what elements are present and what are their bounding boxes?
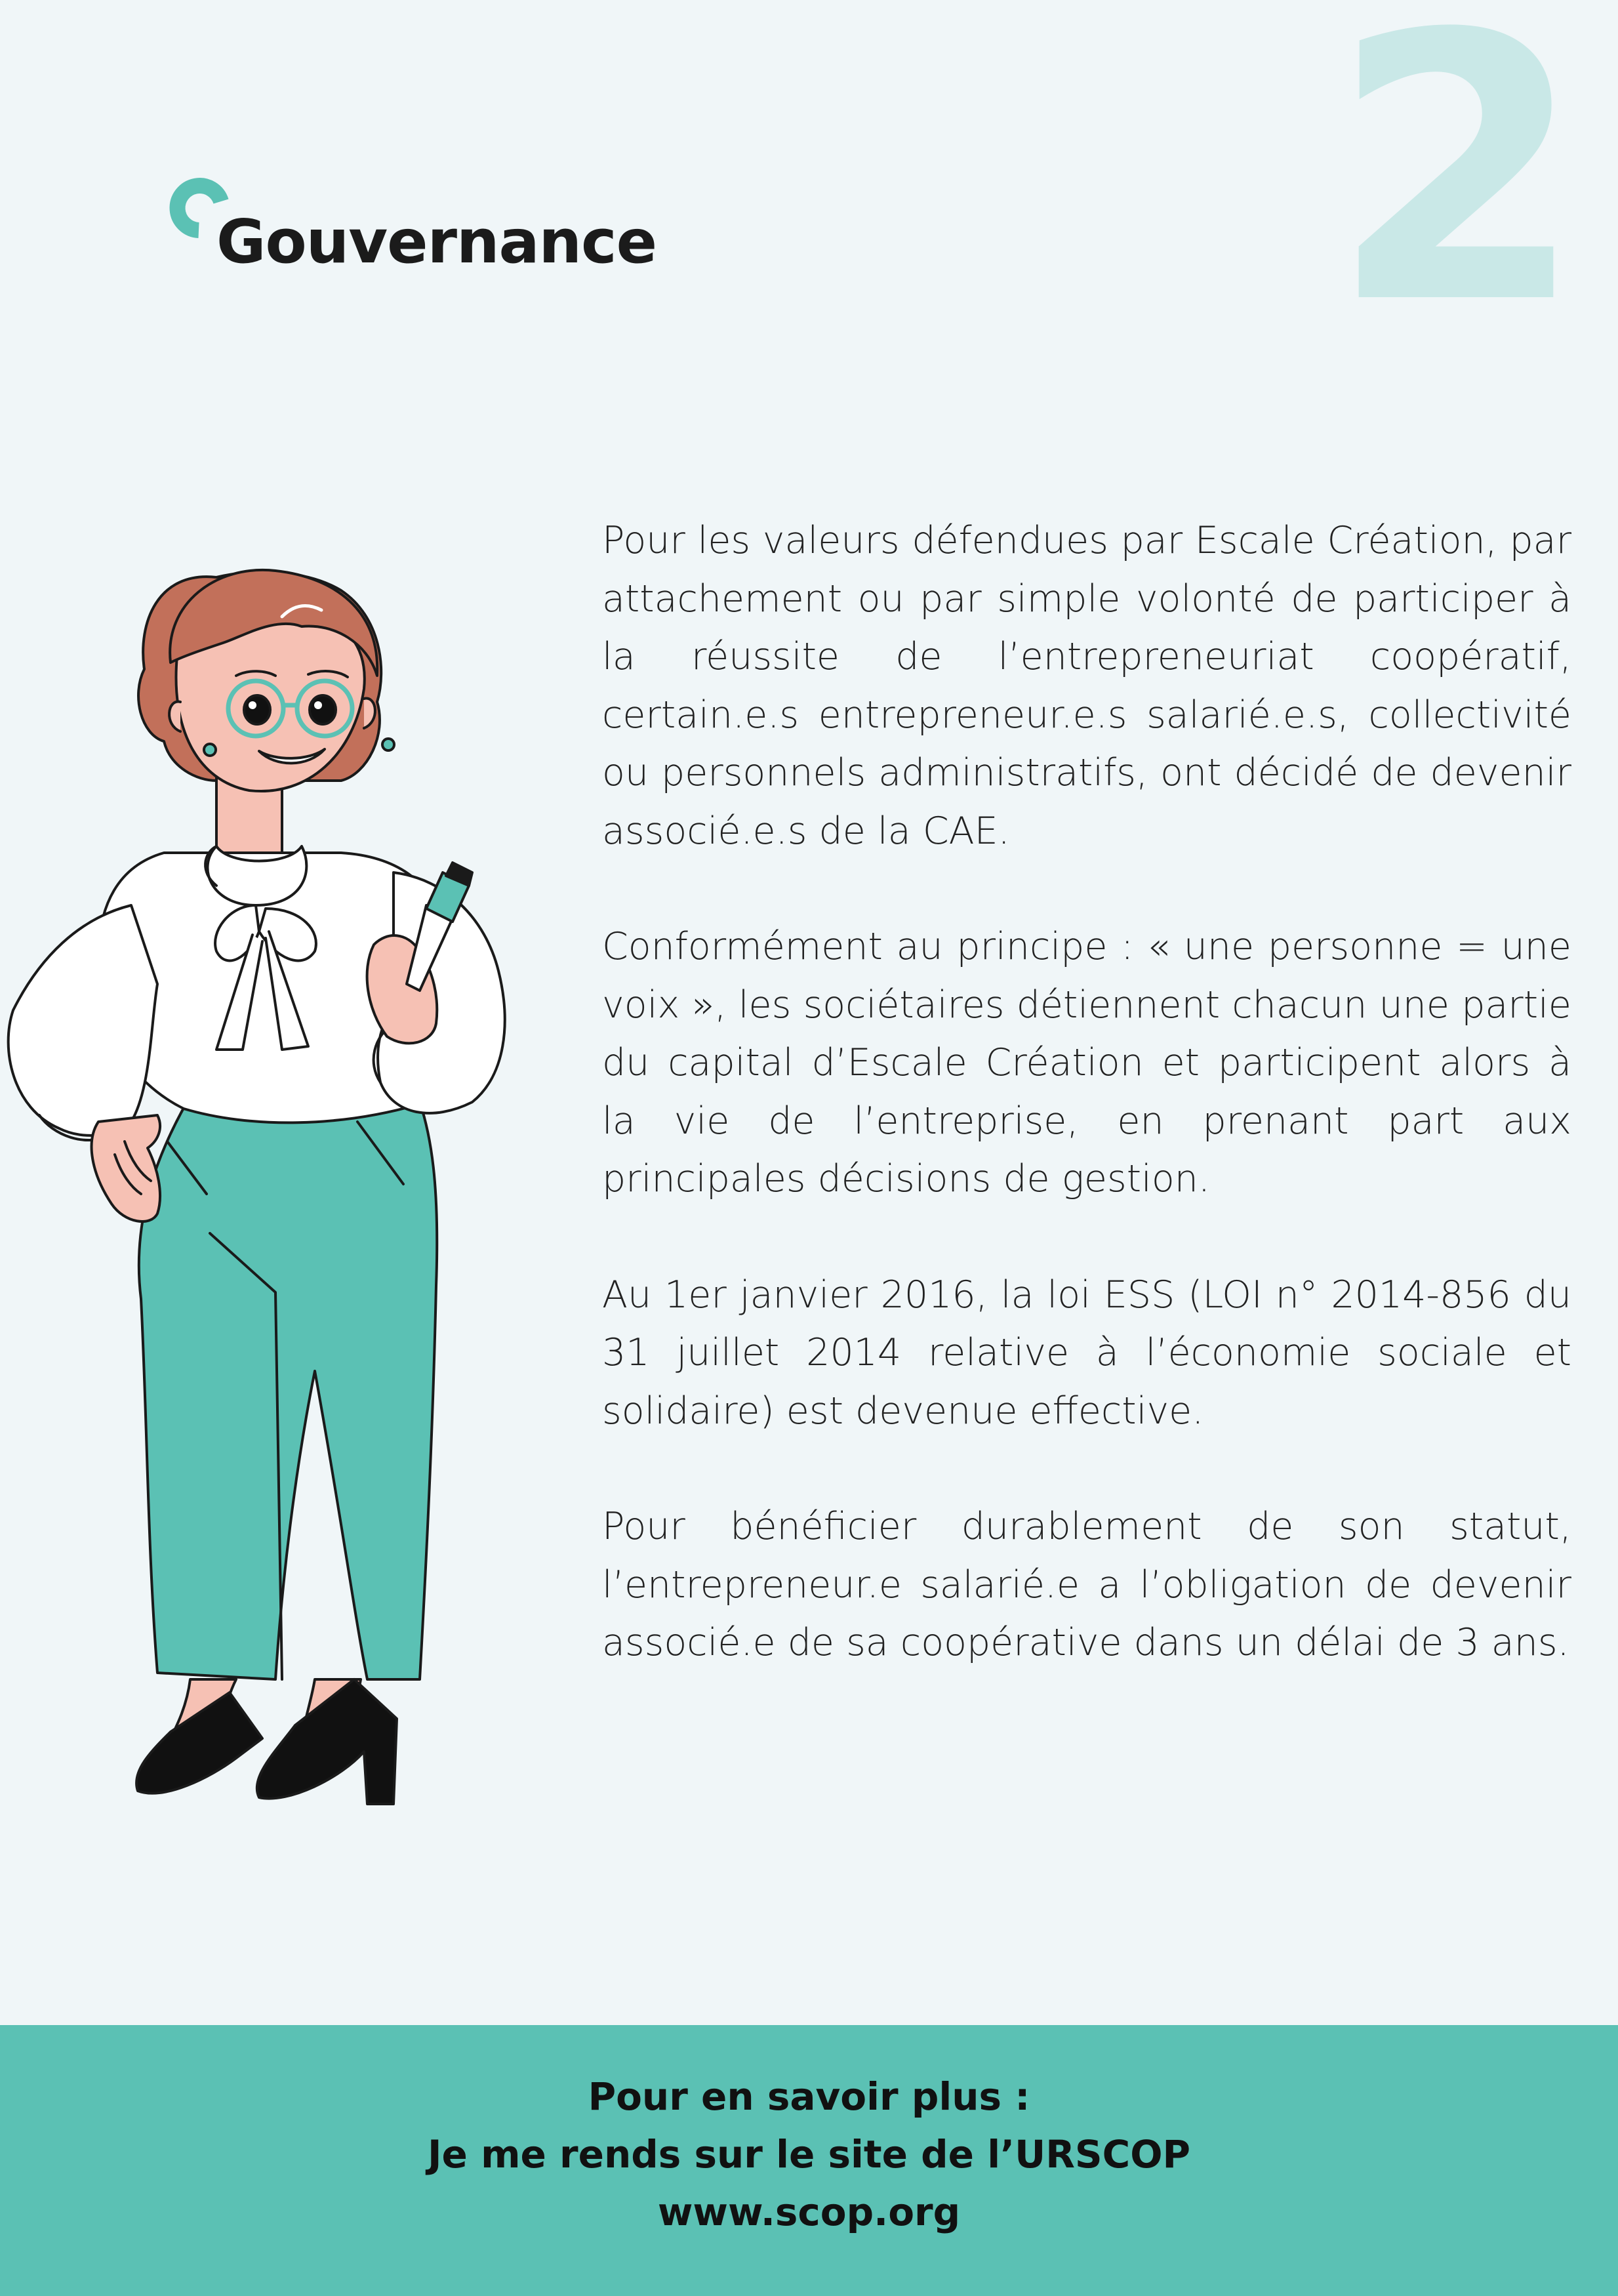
- paragraph-obligation: Pour bénéficier durablement de son statut, l’entrepreneur.e salarié.e a l’obligation de devenir associé.e de sa coopérative dans un délai de 3 ans.: [602, 1505, 1571, 1664]
- section-heading: [161, 167, 751, 279]
- page-title: Gouvernance: [216, 207, 657, 277]
- page-number: 2: [1329, 0, 1579, 384]
- footer-urscop-text: Je me rends sur le site de l’URSCOP: [427, 2132, 1191, 2177]
- body-text: [602, 512, 1571, 1672]
- paragraph-ess-law: Au 1er janvier 2016, la loi ESS (LOI n° 2014-856 du 31 juillet 2014 relative à l’économie sociale et solidaire) est devenue effective.: [602, 1273, 1571, 1433]
- woman-illustration: [0, 564, 538, 1837]
- paragraph-values: Pour les valeurs défendues par Escale Création, par attachement ou par simple volonté de participer à la réussite de l’entrepreneuriat coopératif, certain.e.s entrepreneur.e.s salarié.e.s, collectivité ou personnels administratifs, ont décidé de devenir associé.e.s de la CAE.: [602, 519, 1571, 853]
- paragraph-principle: Conformément au principe : « une personne = une voix », les sociétaires détiennent chacun une partie du capital d’Escale Création et participent alors à la vie de l’entreprise, en prenant part aux principales décisions de gestion.: [602, 925, 1571, 1200]
- footer-website-link[interactable]: www.scop.org: [657, 2190, 961, 2234]
- footer-learn-more: Pour en savoir plus :: [588, 2074, 1030, 2119]
